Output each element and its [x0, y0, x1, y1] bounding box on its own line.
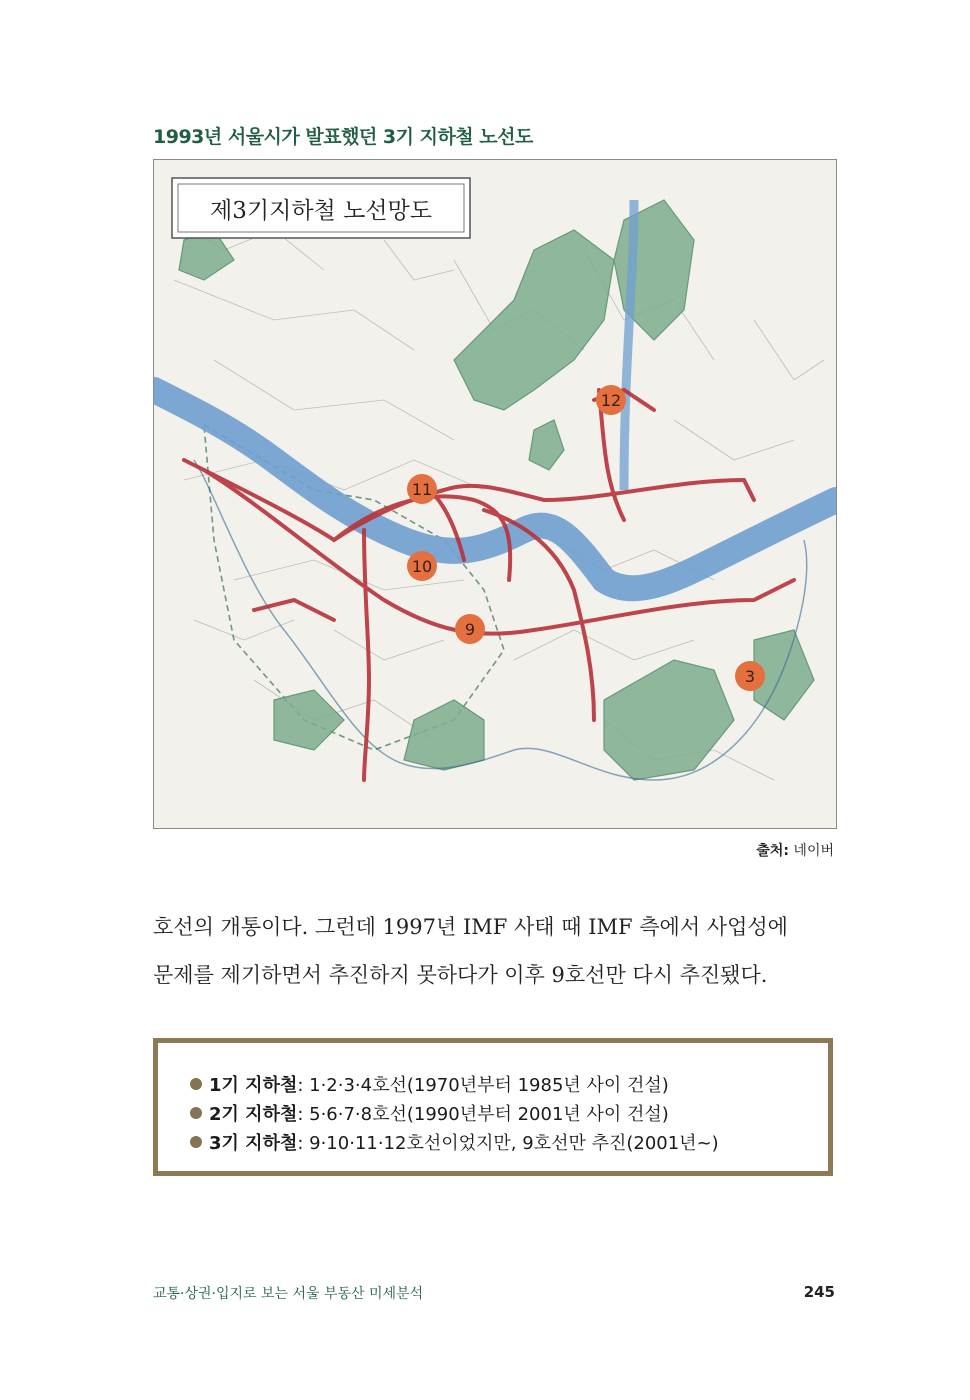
- line-marker-3: [735, 661, 765, 691]
- bullet-icon: [190, 1136, 202, 1148]
- list-item: [190, 1071, 828, 1100]
- book-title: 교통·상권·입지로 보는 서울 부동산 미세분석: [153, 1286, 424, 1302]
- map-heading-box: [172, 178, 470, 238]
- subway-map: [153, 159, 837, 829]
- map-heading: 제3기지하철 노선망도: [210, 198, 432, 224]
- district-boundary: [204, 425, 504, 750]
- item-term: 3기 지하철: [209, 1133, 298, 1154]
- item-desc: : 5·6·7·8호선(1990년부터 2001년 사이 건설): [297, 1104, 669, 1125]
- figure-source: [700, 840, 834, 860]
- body-line: 문제를 제기하면서 추진하지 못하다가 이후 9호선만 다시 추진됐다.: [153, 963, 768, 987]
- bullet-icon: [190, 1107, 202, 1119]
- figure-title: 1993년 서울시가 발표했던 3기 지하철 노선도: [153, 126, 533, 148]
- subway-generation-box: [153, 1038, 833, 1176]
- page-number: 245: [803, 1283, 835, 1301]
- line-marker-10: [407, 551, 437, 581]
- marker-label: 11: [411, 480, 433, 499]
- list-item: [190, 1129, 828, 1158]
- marker-label: 10: [411, 557, 433, 576]
- body-line: 호선의 개통이다. 그런데 1997년 IMF 사태 때 IMF 측에서 사업성에: [153, 915, 788, 939]
- bullet-icon: [190, 1078, 202, 1090]
- source-label: 출처:: [756, 843, 789, 859]
- line-marker-12: [596, 385, 626, 415]
- road-network: [174, 220, 824, 780]
- source-value: 네이버: [793, 843, 834, 859]
- item-term: 2기 지하철: [209, 1104, 298, 1125]
- line-marker-11: [407, 474, 437, 504]
- marker-label: 12: [600, 391, 622, 410]
- body-paragraph: [153, 903, 835, 999]
- item-desc: : 1·2·3·4호선(1970년부터 1985년 사이 건설): [297, 1075, 669, 1096]
- item-desc: : 9·10·11·12호선이었지만, 9호선만 추진(2001년~): [297, 1133, 719, 1154]
- item-term: 1기 지하철: [209, 1075, 298, 1096]
- list-item: [190, 1100, 828, 1129]
- marker-label: 9: [464, 620, 476, 639]
- line-marker-9: [455, 614, 485, 644]
- marker-label: 3: [744, 667, 756, 686]
